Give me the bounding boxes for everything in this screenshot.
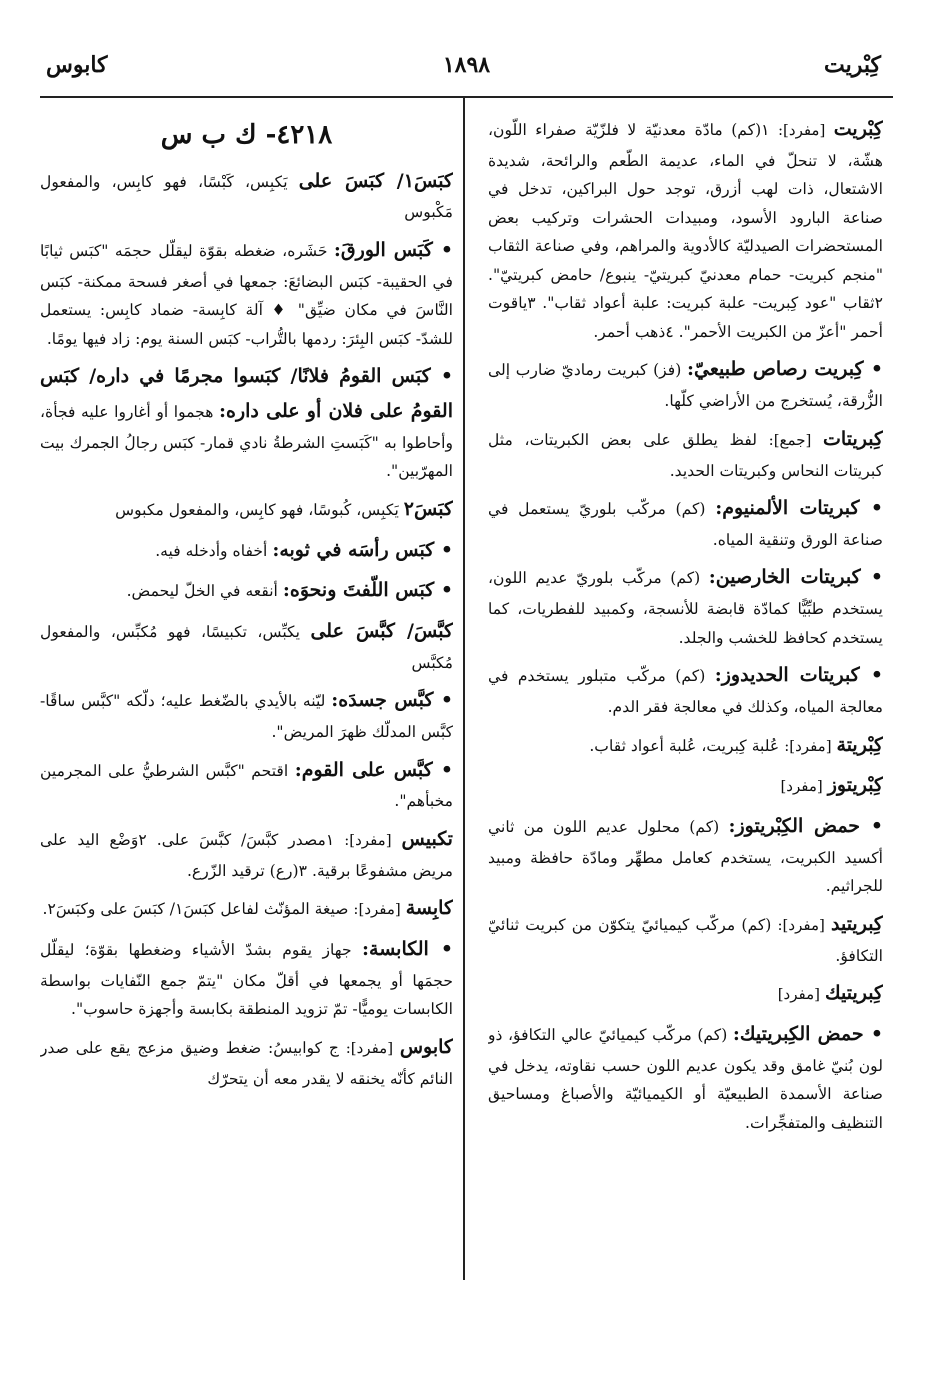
dictionary-entry <box>40 753 453 816</box>
header-right-word: كِبْريت <box>824 52 881 78</box>
dictionary-entry <box>488 658 883 721</box>
entry-definition: ج كوابيسُ: ضغط وضيق مزعج يقع على صدر النائم كأنّه يخنقه لا يقدر معه أن يتحرّك <box>40 1038 453 1088</box>
entry-headword: تكبيس <box>401 828 453 851</box>
entry-headword: كبَّسَ/ كبَّسَ على <box>310 620 453 643</box>
entry-headword: • كَبَس الورقَ: <box>333 238 453 261</box>
dictionary-entry <box>40 164 453 227</box>
dictionary-entry <box>488 491 883 554</box>
dictionary-entry <box>40 573 453 608</box>
header-rule <box>40 96 893 98</box>
left-column <box>40 112 453 1298</box>
dictionary-entry <box>488 907 883 970</box>
dictionary-entry <box>488 728 883 763</box>
entry-definition: أخفاه وأدخله فيه. <box>155 541 268 560</box>
dictionary-entry <box>488 1017 883 1137</box>
entry-headword: • كبَّس على القوم: <box>294 758 453 781</box>
entry-definition: (كم) مركّب كيميائيّ يتكوّن من كبريت ثنائيّ التكافؤ. <box>488 915 883 965</box>
dictionary-entry <box>488 809 883 901</box>
entry-headword: كِبريتيد <box>830 912 883 935</box>
running-header <box>40 52 893 98</box>
entry-definition: صيغة المؤنّث لفاعل كبَسَ١/ كبَسَ على وكبَسَ٢. <box>42 900 349 919</box>
root-heading: ٤٢١٨- ك ب س <box>160 120 333 150</box>
entry-definition: (كم) مركّب بلوريّ عديم اللون، يستخدم طبِّيًّا كمادّة قابضة للأنسجة، وكمبيد للفطريات، كما يستخدم كحافظ للخشب والجلد. <box>488 569 883 647</box>
entry-headword: كبَسَ١/ كبَسَ على <box>298 169 453 192</box>
entry-headword: كِبريتيك <box>824 982 883 1005</box>
dictionary-entry <box>40 1030 453 1093</box>
entry-definition: حَشَره، ضغطه بقوّة ليقلّل حجمَه "كبَس ثيابًا في الحقيبة- كبَس البضائعَ: جمعها في أصغر فسحة ممكنة- كبَس النَّاسَ في مكان ضيِّق" ♦ آلة كابِسة- ضماد كابِس: يستعمل للشدّ- كبَس البِئرَ: ردمها بالتُّراب- كبَس السنة يوم: زاد فيها يومًا. <box>40 241 453 348</box>
entry-part-of-speech: [مفرد] <box>777 985 820 1004</box>
entry-part-of-speech: [مفرد]: <box>353 900 401 919</box>
entry-definition: هجموا أو أغاروا عليه فجأة، وأحاطوا به "كَبَستِ الشرطةُ نادي قمار- كبَس رجالُ الجمرك بيت المهرّبين". <box>40 403 453 481</box>
dictionary-entry <box>40 533 453 568</box>
entry-definition: يكبِّس، تكبيسًا، فهو مُكبِّس، والمفعول مُكبَّس <box>40 623 453 672</box>
entry-headword: كِبْريتوز <box>827 774 883 797</box>
entry-part-of-speech: [مفرد]: <box>345 1038 394 1057</box>
dictionary-entry <box>488 112 883 346</box>
entry-headword: كِبريتات <box>823 427 883 450</box>
entry-headword: • كبريتات الخارصين: <box>708 566 883 589</box>
entry-definition: (كم) مركّب متبلور يستخدم في معالجة المياه، وكذلك في معالجة فقر الدم. <box>488 667 883 716</box>
header-left-word: كابوس <box>46 52 108 78</box>
entry-headword: • حمض الكِبريتيك: <box>732 1022 883 1045</box>
entry-headword: • كِبريت رصاص طبيعيّ: <box>687 358 883 381</box>
dictionary-entry <box>40 233 453 353</box>
entry-definition: اقتحم "كبَّس الشرطيُّ على المجرمين مخبأهم". <box>40 761 453 811</box>
entry-definition: ١(كم) مادّة معدنيّة لا فلزّيّة صفراء اللّون، هشّة، لا تنحلّ في الماء، عديمة الطّعم والرائحة، شديدة الاشتعال، ذات لهب أزرق، توجد حول البراكين، تدخل في صناعة البارود الأسود، ومبيدات الحشرات وتركيب بعض المستحضرات الصيدليّة كالأدوية والمراهم، وفي صناعة الثقاب "منجم كبريت- حمام معدنيّ كبريتيّ- ينبوع/ حامض كبريتيّ". ٢ثقاب "عود كِبريت- علبة كبريت: علبة أعواد ثقاب". ٣ياقوت أحمر "أعزّ من الكبريت الأحمر". ٤ذهب أحمر. <box>488 121 883 341</box>
entry-headword: كابِسة <box>405 897 453 920</box>
entry-headword: كابوس <box>399 1035 453 1058</box>
entry-part-of-speech: [مفرد]: <box>344 831 392 850</box>
dictionary-entry <box>488 352 883 415</box>
entry-headword: كبَسَ٢ <box>403 497 453 520</box>
dictionary-entry <box>40 891 453 926</box>
dictionary-entry <box>40 822 453 885</box>
entry-definition: (كم) مركّب كيميائيّ عالي التكافؤ، ذو لون بُنيّ غامق وقد يكون عديم اللون حسب نقاوته، يدخل في صناعة الأسمدة الطبيعيّة أو الكيميائيّة والأصباغ ومساحيق التنظيف والمتفجِّرات. <box>488 1025 883 1132</box>
entry-headword: • كبريتات الحديدوز: <box>714 664 883 687</box>
entry-definition: ليّنه بالأيدي بالضّغط عليه؛ دلّكه "كبَّس ساقًا- كبَّس المدلّك ظهرَ المريض". <box>40 692 453 742</box>
entry-definition: (كم) مركّب بلوريّ يستعمل في صناعة الورق وتنقية المياه. <box>488 500 883 549</box>
entry-headword: • كبريتات الألمنيوم: <box>715 497 883 520</box>
entry-definition: يَكبِس، كُبوسًا، فهو كابِس، والمفعول مكبوس <box>115 500 399 519</box>
entry-definition: (فز) كبريت رماديّ ضارب إلى الزُّرقة، يُستخرج من الأراضي كلّها. <box>488 361 883 411</box>
entry-definition: عُلبة كِبريت، عُلبة أعواد ثقاب. <box>589 736 780 755</box>
entry-headword: • كبَس اللّفتَ ونحوَه: <box>282 579 453 602</box>
entry-headword: • كبَّس جسدَه: <box>331 689 453 712</box>
dictionary-entry <box>40 614 453 677</box>
entry-part-of-speech: [مفرد]: <box>784 736 832 755</box>
entry-headword: • كبَس رأسَه في ثوبه: <box>272 538 453 561</box>
entry-headword: • حمض الكِبْريتوز: <box>728 815 883 838</box>
entry-definition: جهاز يقوم بشدّ الأشياء وضغطها بقوّة؛ ليقلّل حجمَها أو يجمعها في أقلّ مكان "يتمّ جمع النّفايات بواسطة الكابسات يوميًّا- تمّ تزويد المنطقة بكابسة وأجهزة حاسوب". <box>40 941 453 1019</box>
dictionary-entry <box>40 359 453 486</box>
entry-definition: يَكبِس، كَبْسًا، فهو كابِس، والمفعول مَكْبوس <box>40 172 453 222</box>
dictionary-entry <box>40 492 453 527</box>
dictionary-entry <box>488 768 883 803</box>
entry-definition: ١مصدر كبَّسَ/ كبَّسَ على. ٢وَضْع اليد على مريض مشفوعًا برقية. ٣(رع) ترقيد الزّرع. <box>40 831 453 880</box>
page-number: ١٨٩٨ <box>442 52 491 78</box>
entry-definition: أنقعه في الخلّ ليحمض. <box>126 582 278 601</box>
entry-definition: لفظ يطلق على بعض الكبريتات، مثل كبريتات النحاس وكبريتات الحديد. <box>488 430 883 480</box>
entry-part-of-speech: [مفرد]: <box>777 915 825 934</box>
right-column <box>488 112 883 1298</box>
entry-part-of-speech: [جمع]: <box>768 430 812 449</box>
dictionary-entry <box>40 683 453 746</box>
entry-headword: • الكابسة: <box>362 938 453 961</box>
entry-part-of-speech: [مفرد]: <box>777 121 826 139</box>
dictionary-entry <box>40 932 453 1024</box>
dictionary-entry <box>488 560 883 652</box>
dictionary-entry <box>488 422 883 485</box>
entry-headword: كِبْريت <box>833 118 883 140</box>
dictionary-entry <box>488 976 883 1011</box>
entry-part-of-speech: [مفرد] <box>780 777 823 796</box>
entry-definition: (كم) محلول عديم اللون من ثاني أكسيد الكبريت، يستخدم كعامل مطهِّر ومادّة حافظة ومبيد للجراثيم. <box>488 818 883 896</box>
entry-headword: • كبَس القومُ فلانًا/ كبَسوا مجرمًا في داره/ كبَس القومُ على فلان أو على داره: <box>40 365 453 422</box>
entry-headword: كِبْريتة <box>836 733 883 756</box>
column-divider <box>463 98 465 1280</box>
